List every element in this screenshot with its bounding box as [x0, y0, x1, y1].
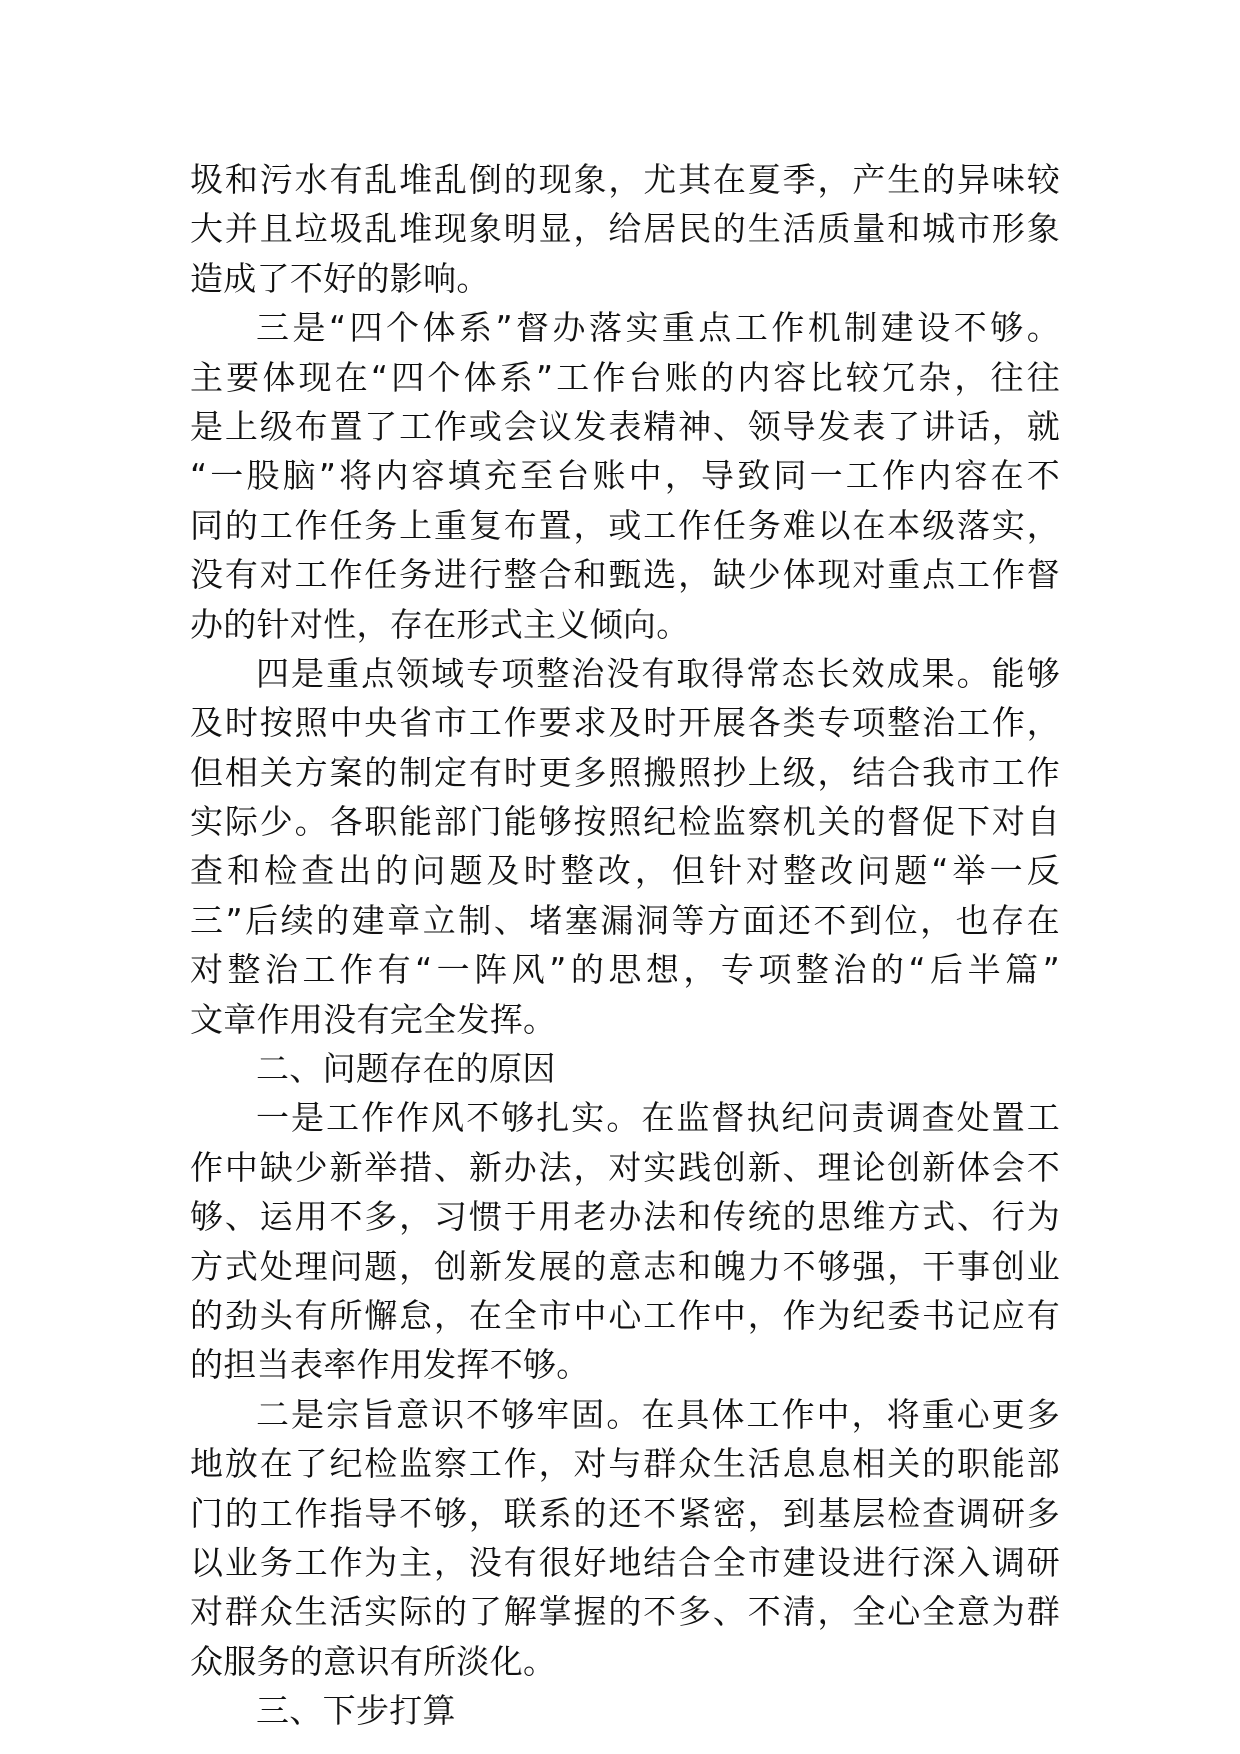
paragraph-line: 够、运用不多，习惯于用老办法和传统的思维方式、行为 — [190, 1197, 1060, 1237]
paragraph — [190, 1093, 1060, 1389]
paragraph-line: 同的工作任务上重复布置，或工作任务难以在本级落实， — [190, 505, 1060, 545]
paragraph-line: 对整治工作有“一阵风”的思想，专项整治的“后半篇” — [190, 950, 1060, 990]
paragraph-line: 地放在了纪检监察工作，对与群众生活息息相关的职能部 — [190, 1444, 1060, 1484]
paragraph-line: 三、下步打算 — [256, 1691, 456, 1731]
paragraph — [190, 1044, 1060, 1093]
paragraph-line: 文章作用没有完全发挥。 — [190, 999, 557, 1039]
paragraph-line: 及时按照中央省市工作要求及时开展各类专项整治工作， — [190, 703, 1060, 743]
paragraph-line: 门的工作指导不够，联系的还不紧密，到基层检查调研多 — [190, 1493, 1060, 1533]
paragraph-line: 的劲头有所懈怠，在全市中心工作中，作为纪委书记应有 — [190, 1295, 1060, 1335]
paragraph-line: 实际少。各职能部门能够按照纪检监察机关的督促下对自 — [190, 802, 1060, 842]
paragraph-line: 二是宗旨意识不够牢固。在具体工作中，将重心更多 — [256, 1394, 1060, 1434]
paragraph-line: 方式处理问题，创新发展的意志和魄力不够强，干事创业 — [190, 1246, 1060, 1286]
paragraph-line: 众服务的意识有所淡化。 — [190, 1641, 557, 1681]
paragraph-line: 没有对工作任务进行整合和甄选，缺少体现对重点工作督 — [190, 555, 1060, 595]
paragraph — [190, 1390, 1060, 1686]
paragraph-line: 大并且垃圾乱堆现象明显，给居民的生活质量和城市形象 — [190, 209, 1060, 249]
paragraph-line: 三”后续的建章立制、堵塞漏洞等方面还不到位，也存在 — [190, 900, 1060, 940]
paragraph — [190, 649, 1060, 1044]
paragraph-line: 四是重点领域专项整治没有取得常态长效成果。能够 — [256, 653, 1060, 693]
paragraph-line: 造成了不好的影响。 — [190, 258, 490, 298]
paragraph-line: 办的针对性，存在形式主义倾向。 — [190, 604, 690, 644]
paragraph-line: 但相关方案的制定有时更多照搬照抄上级，结合我市工作 — [190, 752, 1060, 792]
paragraph-line: 对群众生活实际的了解掌握的不多、不清，全心全意为群 — [190, 1592, 1060, 1632]
paragraph-line: 作中缺少新举措、新办法，对实践创新、理论创新体会不 — [190, 1147, 1060, 1187]
paragraph — [190, 155, 1060, 303]
document-body — [190, 155, 1060, 1736]
paragraph — [190, 303, 1060, 649]
paragraph-line: 主要体现在“四个体系”工作台账的内容比较冗杂，往往 — [190, 357, 1060, 397]
paragraph-line: 的担当表率作用发挥不够。 — [190, 1345, 590, 1385]
paragraph-line: 查和检查出的问题及时整改，但针对整改问题“举一反 — [190, 851, 1060, 891]
paragraph-line: 是上级布置了工作或会议发表精神、领导发表了讲话，就 — [190, 406, 1060, 446]
paragraph-line: 一是工作作风不够扎实。在监督执纪问责调查处置工 — [256, 1098, 1060, 1138]
paragraph-line: 以业务工作为主，没有很好地结合全市建设进行深入调研 — [190, 1542, 1060, 1582]
paragraph-line: 二、问题存在的原因 — [256, 1049, 556, 1089]
paragraph-line: “一股脑”将内容填充至台账中，导致同一工作内容在不 — [190, 456, 1060, 496]
paragraph-line: 圾和污水有乱堆乱倒的现象，尤其在夏季，产生的异味较 — [190, 160, 1060, 199]
paragraph-line: 三是“四个体系”督办落实重点工作机制建设不够。 — [256, 308, 1060, 348]
paragraph — [190, 1686, 1060, 1735]
